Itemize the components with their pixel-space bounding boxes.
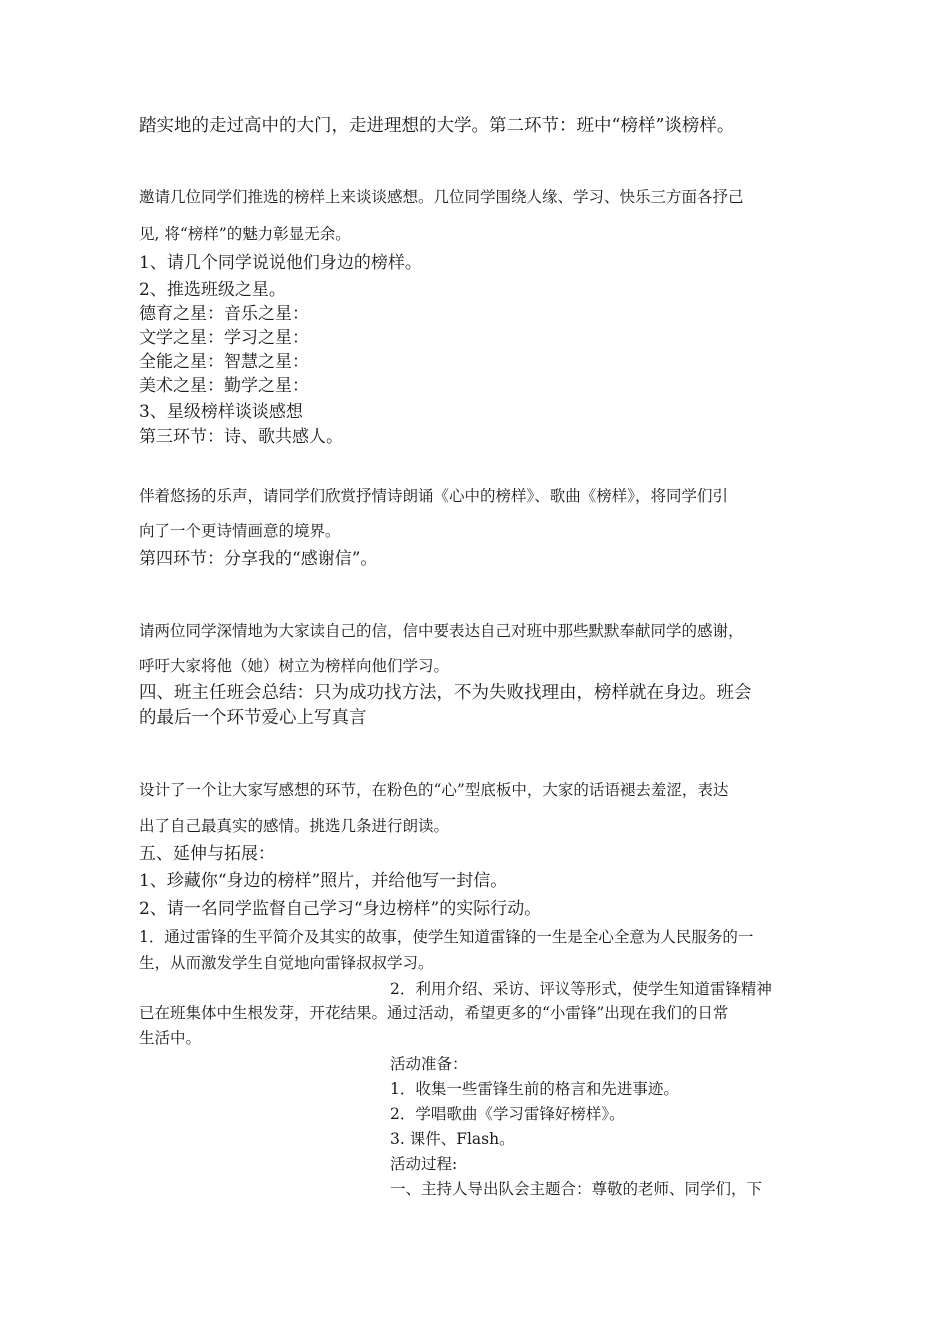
text-line: 出了自己最真实的感情。挑选几条进行朗读。 xyxy=(139,817,450,835)
text-line: 已在班集体中生根发芽，开花结果。通过活动，希望更多的“小雷锋”出现在我们的日常 xyxy=(139,1004,729,1022)
text-line: 活动准备： xyxy=(390,1055,468,1073)
text-line: 德育之星：音乐之星： xyxy=(139,304,309,324)
text-line: 踏实地的走过高中的大门，走进理想的大学。第二环节：班中“榜样”谈榜样。 xyxy=(139,116,735,136)
text-line: 呼吁大家将他（她）树立为榜样向他们学习。 xyxy=(139,657,450,675)
text-line: 3. 课件、Flash。 xyxy=(390,1130,515,1148)
text-line: 四、班主任班会总结：只为成功找方法，不为失败找理由，榜样就在身边。班会 xyxy=(139,683,752,703)
text-line: 活动过程: xyxy=(390,1155,458,1173)
text-line: 五、延伸与拓展： xyxy=(139,844,275,864)
text-line: 见, 将“榜样”的魅力彰显无余。 xyxy=(139,225,351,243)
text-line: 2、请一名同学监督自己学习“身边榜样”的实际行动。 xyxy=(139,899,542,919)
text-line: 3、星级榜样谈谈感想 xyxy=(139,402,303,422)
text-line: 1．收集一些雷锋生前的格言和先进事迹。 xyxy=(390,1080,679,1098)
text-line: 设计了一个让大家写感想的环节，在粉色的“心”型底板中，大家的话语褪去羞涩，表达 xyxy=(139,781,729,799)
text-line: 请两位同学深情地为大家读自己的信，信中要表达自己对班中那些默默奉献同学的感谢， xyxy=(139,622,744,640)
text-line: 1、珍藏你“身边的榜样”照片，并给他写一封信。 xyxy=(139,871,508,891)
text-line: 一、主持人导出队会主题合：尊敬的老师、同学们，下 xyxy=(390,1180,763,1198)
text-line: 第三环节：诗、歌共感人。 xyxy=(139,427,343,447)
text-line: 邀请几位同学们推选的榜样上来谈谈感想。几位同学围绕人缘、学习、快乐三方面各抒己 xyxy=(139,188,744,206)
text-line: 第四环节：分享我的“感谢信”。 xyxy=(139,549,378,569)
text-line: 1、请几个同学说说他们身边的榜样。 xyxy=(139,253,422,273)
text-line: 向了一个更诗情画意的境界。 xyxy=(139,522,341,540)
text-line: 的最后一个环节爱心上写真言 xyxy=(139,708,367,728)
text-line: 全能之星：智慧之星： xyxy=(139,352,309,372)
text-line: 伴着悠扬的乐声，请同学们欣赏抒情诗朗诵《心中的榜样》、歌曲《榜样》，将同学们引 xyxy=(139,487,729,505)
text-line: 文学之星：学习之星： xyxy=(139,328,309,348)
text-line: 2．学唱歌曲《学习雷锋好榜样》。 xyxy=(390,1105,625,1123)
text-line: 2．利用介绍、采访、评议等形式，使学生知道雷锋精神 xyxy=(390,980,772,998)
text-line: 生活中。 xyxy=(139,1029,202,1047)
text-line: 美术之星：勤学之星： xyxy=(139,376,309,396)
text-line: 1．通过雷锋的生平简介及其实的故事，使学生知道雷锋的一生是全心全意为人民服务的一 xyxy=(139,928,754,946)
text-line: 2、推选班级之星。 xyxy=(139,280,286,300)
text-line: 生，从而激发学生自觉地向雷锋叔叔学习。 xyxy=(139,954,434,972)
